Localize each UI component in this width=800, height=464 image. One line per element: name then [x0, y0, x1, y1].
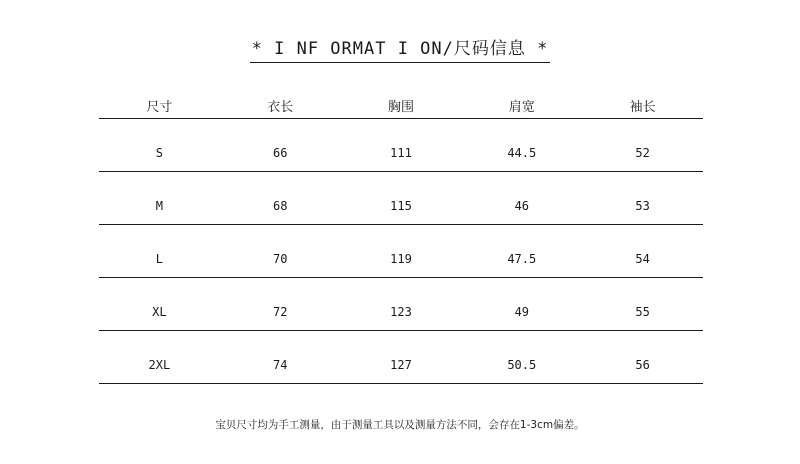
cell-length: 70: [220, 225, 341, 278]
cell-size: L: [99, 225, 220, 278]
cell-shoulder: 44.5: [461, 119, 582, 172]
cell-size: XL: [99, 278, 220, 331]
cell-size: S: [99, 119, 220, 172]
cell-sleeve: 53: [582, 172, 703, 225]
cell-chest: 119: [341, 225, 462, 278]
cell-sleeve: 55: [582, 278, 703, 331]
table-row: [99, 119, 703, 172]
cell-length: 72: [220, 278, 341, 331]
page-title: [0, 38, 800, 63]
header-chest: 胸围: [341, 92, 462, 119]
cell-shoulder: 50.5: [461, 331, 582, 384]
cell-length: 74: [220, 331, 341, 384]
cell-chest: 127: [341, 331, 462, 384]
cell-chest: 111: [341, 119, 462, 172]
title-text: * I NF ORMAT I ON/尺码信息 *: [250, 38, 551, 63]
cell-size: 2XL: [99, 331, 220, 384]
table-header-row: [99, 92, 703, 119]
table-row: [99, 225, 703, 278]
cell-sleeve: 54: [582, 225, 703, 278]
cell-shoulder: 46: [461, 172, 582, 225]
cell-shoulder: 47.5: [461, 225, 582, 278]
table-row: [99, 172, 703, 225]
measurement-note: 宝贝尺寸均为手工测量，由于测量工具以及测量方法不同，会存在1-3cm偏差。: [215, 419, 585, 431]
cell-length: 68: [220, 172, 341, 225]
cell-chest: 123: [341, 278, 462, 331]
cell-shoulder: 49: [461, 278, 582, 331]
header-length: 衣长: [220, 92, 341, 119]
cell-sleeve: 56: [582, 331, 703, 384]
header-sleeve: 袖长: [582, 92, 703, 119]
header-shoulder: 肩宽: [461, 92, 582, 119]
table-row: [99, 278, 703, 331]
cell-size: M: [99, 172, 220, 225]
cell-chest: 115: [341, 172, 462, 225]
cell-sleeve: 52: [582, 119, 703, 172]
header-size: 尺寸: [99, 92, 220, 119]
cell-length: 66: [220, 119, 341, 172]
size-chart-table: [99, 92, 703, 384]
table-row: [99, 331, 703, 384]
